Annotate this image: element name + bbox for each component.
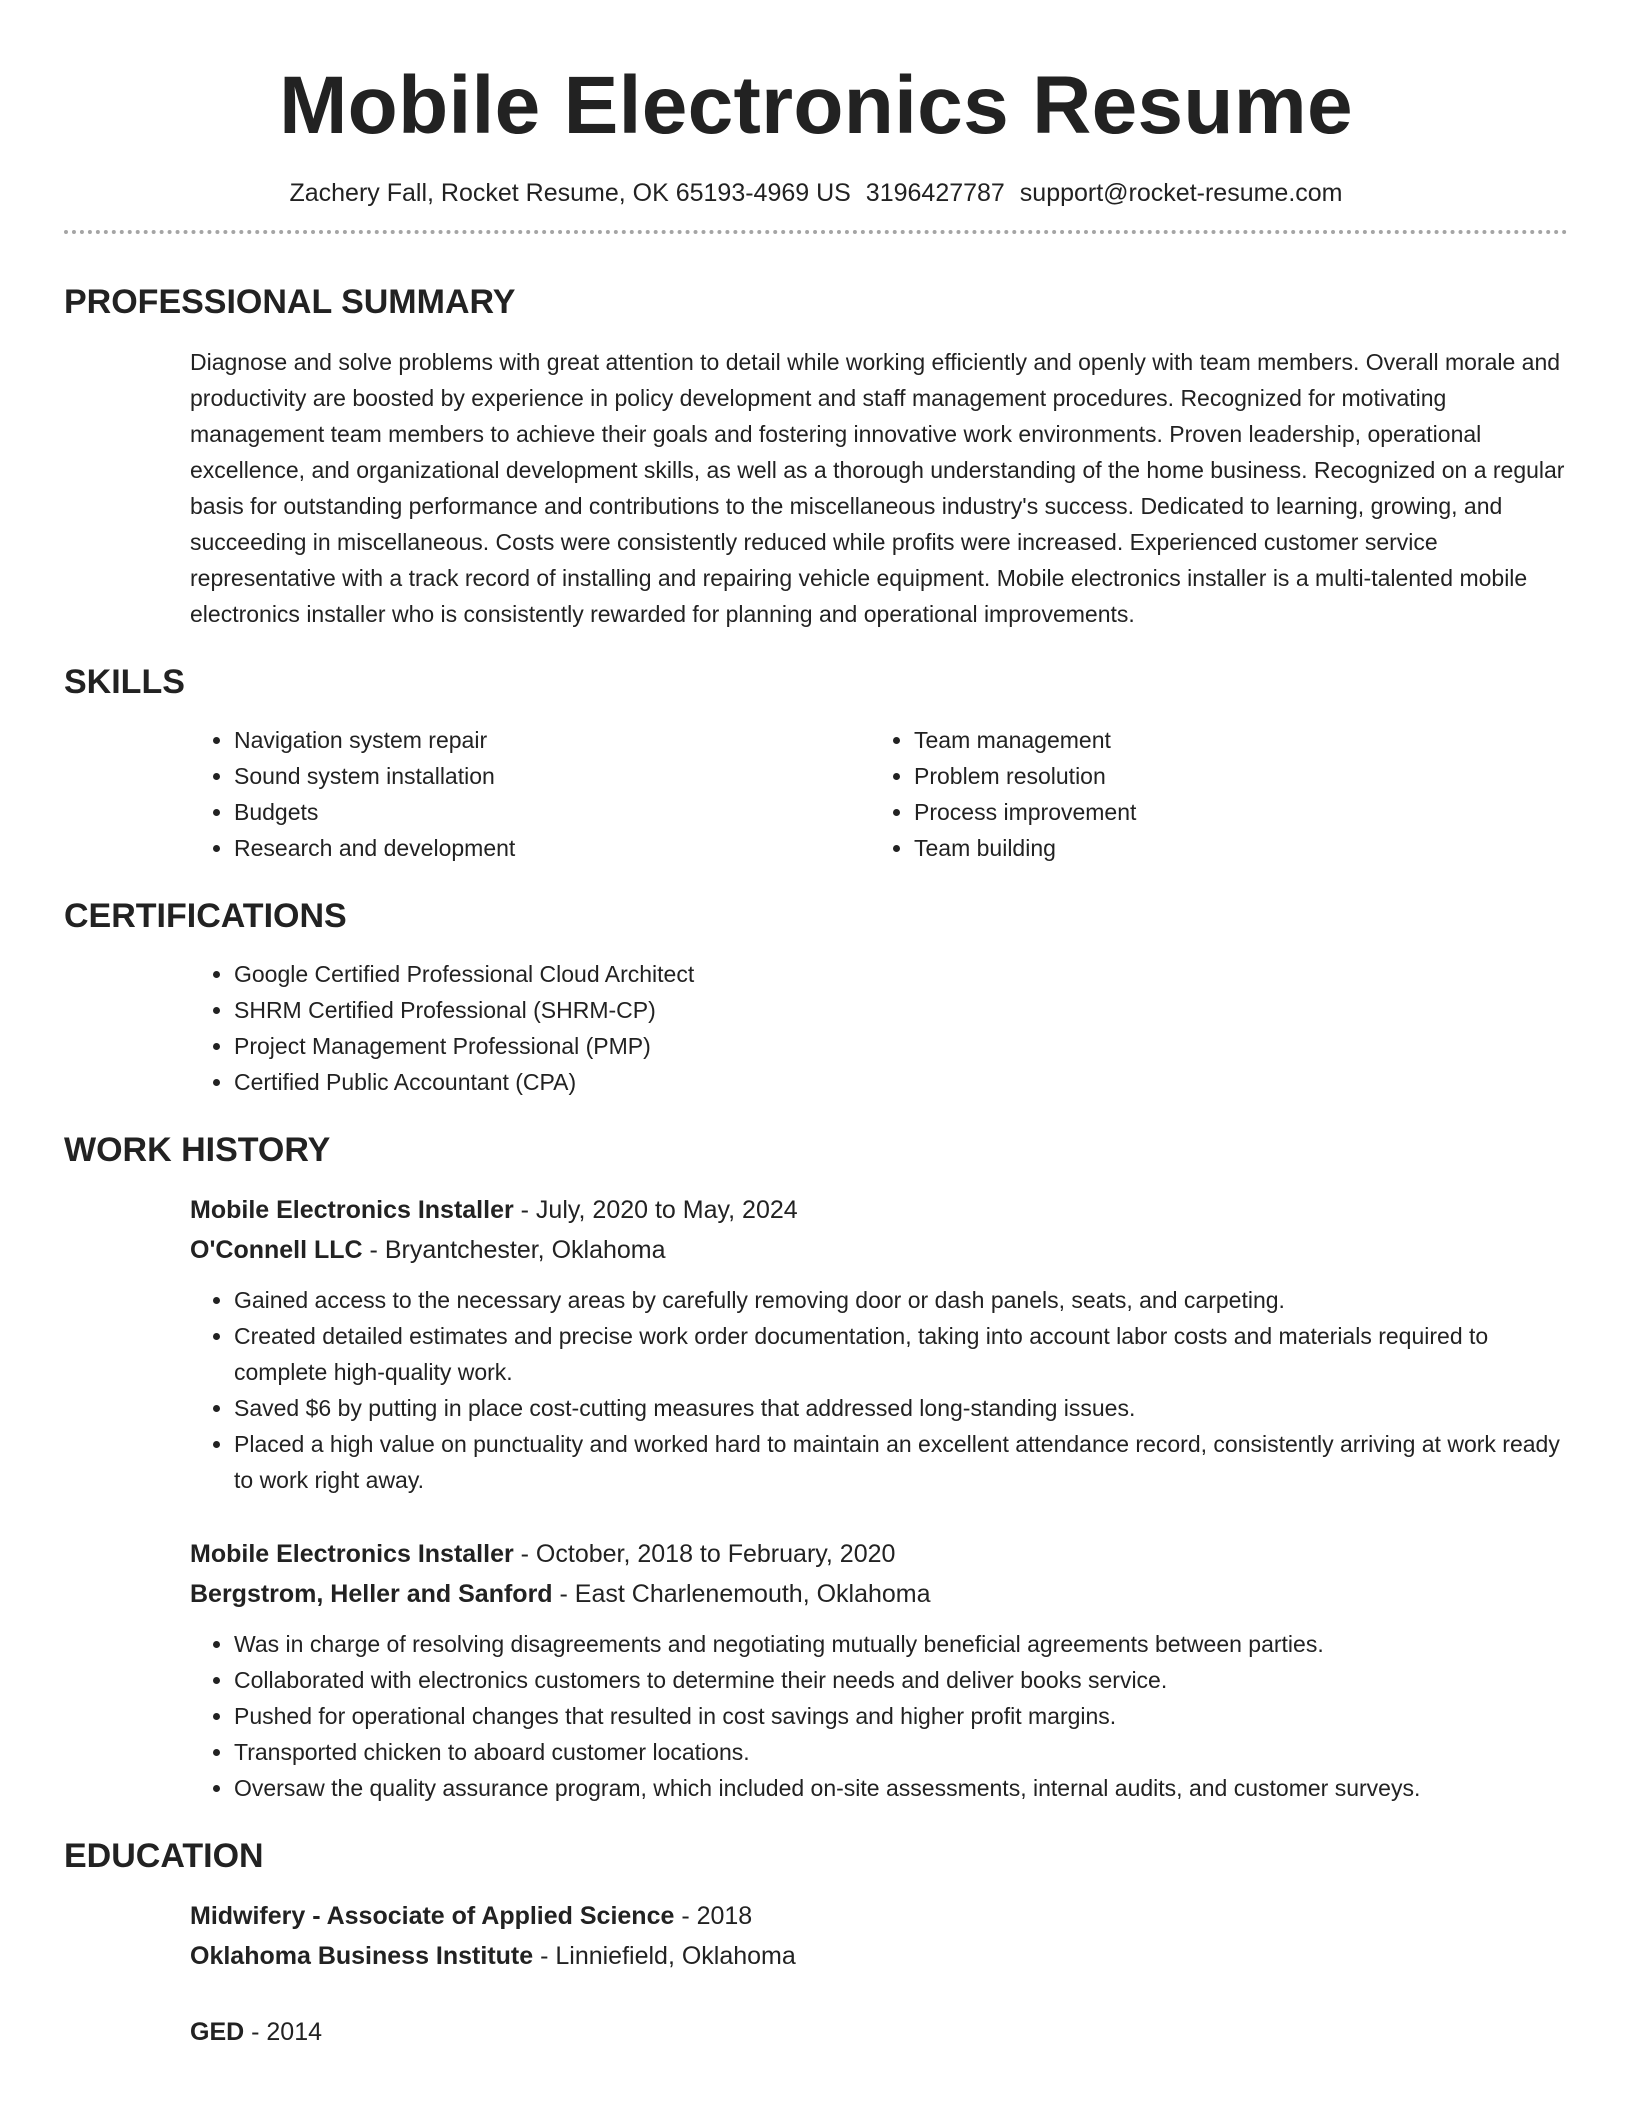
education-degree-line [190,1896,1568,1936]
work-history-section [64,1128,1568,1806]
certification-item: • Google Certified Professional Cloud Architect [234,956,1568,992]
section-heading-work-history: WORK HISTORY [64,1131,331,1169]
certification-item: • Certified Public Accountant (CPA) [234,1064,1568,1100]
job-location: - East Charlenemouth, Oklahoma [552,1580,931,1608]
education-degree: Midwifery - Associate of Applied Science [190,1902,675,1930]
skills-columns [190,722,1568,866]
skills-column-right [870,722,1550,866]
contact-email: support@rocket-resume.com [1019,179,1343,207]
education-degree-line [190,2012,1568,2052]
certification-item: • Project Management Professional (PMP) [234,1028,1568,1064]
education-section [64,1834,1568,2052]
education-year: - 2014 [244,2018,323,2046]
job-company-line [190,1574,1568,1614]
resume-page [64,0,1568,2052]
skill-item: • Process improvement [914,794,1550,830]
job-company: O'Connell LLC [190,1236,363,1264]
education-entry [190,2012,1568,2052]
job-title-line [190,1534,1568,1574]
section-heading-summary: PROFESSIONAL SUMMARY [64,283,516,321]
skill-item: • Team management [914,722,1550,758]
job-company: Bergstrom, Heller and Sanford [190,1580,553,1608]
certifications-list [190,956,1568,1100]
skill-item: • Sound system installation [234,758,870,794]
section-heading-skills: SKILLS [64,663,185,701]
job-bullet: • Pushed for operational changes that resulted in cost savings and higher profit margins. [234,1698,1568,1734]
job-bullet: • Collaborated with electronics customers to determine their needs and deliver books service. [234,1662,1568,1698]
education-degree: GED [190,2018,245,2046]
section-heading-certifications: CERTIFICATIONS [64,897,347,935]
skills-column-left [190,722,870,866]
skill-item: • Problem resolution [914,758,1550,794]
education-school: Oklahoma Business Institute [190,1942,534,1970]
job-bullet: • Placed a high value on punctuality and worked hard to maintain an excellent attendance record, consistently arriving at work ready to work right away. [234,1426,1568,1498]
skill-item: • Navigation system repair [234,722,870,758]
job-bullet: • Oversaw the quality assurance program, which included on-site assessments, internal audits, and customer surveys. [234,1770,1568,1806]
certification-item: • SHRM Certified Professional (SHRM-CP) [234,992,1568,1028]
education-school-line [190,1936,1568,1976]
job-dates: - July, 2020 to May, 2024 [513,1196,798,1224]
job-bullets [190,1626,1568,1806]
job-bullet: • Was in charge of resolving disagreements and negotiating mutually beneficial agreements between parties. [234,1626,1568,1662]
job-entry [190,1190,1568,1498]
header-divider [64,230,1568,234]
certifications-section [64,894,1568,1100]
job-bullet: • Created detailed estimates and precise work order documentation, taking into account labor costs and materials required to complete high-quality work. [234,1318,1568,1390]
contact-phone: 3196427787 [865,179,1005,207]
job-title: Mobile Electronics Installer [190,1540,514,1568]
skill-item: • Research and development [234,830,870,866]
job-title-line [190,1190,1568,1230]
summary-text: Diagnose and solve problems with great attention to detail while working efficiently and openly with team members. Overall morale and productivity are boosted by experience in policy development and staff management procedures. Recognized for motivating management team members to achieve their goals and fostering innovative work environments. Proven leadership, operational excellence, and organizational development skills, as well as a thorough understanding of the home business. Recognized on a regular basis for outstanding performance and contributions to the miscellaneous industry's success. Dedicated to learning, growing, and succeeding in miscellaneous. Costs were consistently reduced while profits were increased. Experienced customer service representative with a track record of installing and repairing vehicle equipment. Mobile electronics installer is a multi-talented mobile electronics installer who is consistently rewarded for planning and operational improvements. [190,349,1565,627]
summary-section [64,280,1568,632]
job-bullet: • Transported chicken to aboard customer locations. [234,1734,1568,1770]
skills-section [64,660,1568,866]
job-location: - Bryantchester, Oklahoma [362,1236,666,1264]
education-entry [190,1896,1568,1976]
section-heading-education: EDUCATION [64,1837,264,1875]
job-title: Mobile Electronics Installer [190,1196,514,1224]
skill-item: • Team building [914,830,1550,866]
job-dates: - October, 2018 to February, 2020 [513,1540,896,1568]
job-bullet: • Gained access to the necessary areas by carefully removing door or dash panels, seats, and carpeting. [234,1282,1568,1318]
resume-title: Mobile Electronics Resume [279,60,1353,151]
job-bullets [190,1282,1568,1498]
education-location: - Linniefield, Oklahoma [533,1942,796,1970]
job-bullet: • Saved $6 by putting in place cost-cutting measures that addressed long-standing issues. [234,1390,1568,1426]
job-entry [190,1534,1568,1806]
contact-line [64,176,1568,210]
contact-address: Zachery Fall, Rocket Resume, OK 65193-4969 US [289,179,851,207]
job-company-line [190,1230,1568,1270]
education-year: - 2018 [674,1902,753,1930]
skill-item: • Budgets [234,794,870,830]
